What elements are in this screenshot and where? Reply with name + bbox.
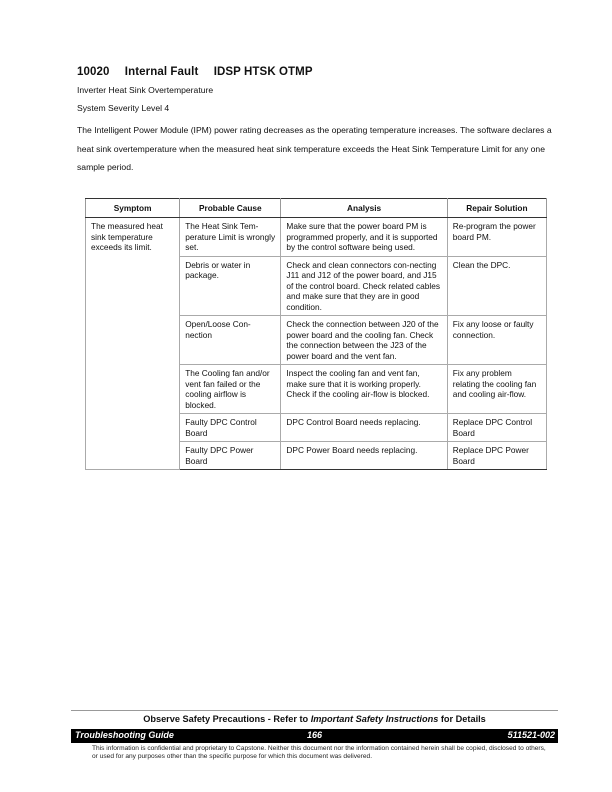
cause-cell: The Heat Sink Tem-perature Limit is wrongly set. xyxy=(180,218,281,257)
footer-bar xyxy=(71,729,558,743)
fault-name: Internal Fault xyxy=(124,66,199,78)
header-analysis: Analysis xyxy=(281,199,447,218)
page-number: 166 xyxy=(306,730,323,740)
safety-suffix: for Details xyxy=(438,714,486,724)
analysis-cell: Inspect the cooling fan and vent fan, make sure that it is working properly. Check if the cooling air-flow is blocked. xyxy=(281,365,447,414)
header-probable-cause: Probable Cause xyxy=(180,199,281,218)
fault-code: 10020 xyxy=(77,66,110,78)
header-symptom: Symptom xyxy=(86,199,180,218)
troubleshooting-table xyxy=(85,198,547,470)
safety-prefix: Observe Safety Precautions - Refer to xyxy=(143,714,311,724)
cause-cell: The Cooling fan and/or vent fan failed or the cooling airflow is blocked. xyxy=(180,365,281,414)
cause-cell: Open/Loose Con-nection xyxy=(180,316,281,365)
analysis-cell: DPC Power Board needs replacing. xyxy=(281,442,447,470)
analysis-cell: Check and clean connectors con-necting J11 and J12 of the power board, and J15 of the control board. Check related cables and make sure that they are in good condition. xyxy=(281,256,447,316)
solution-cell: Re-program the power board PM. xyxy=(447,218,546,257)
fault-mnemonic: IDSP HTSK OTMP xyxy=(213,66,313,78)
safety-notice xyxy=(71,714,558,724)
solution-cell: Clean the DPC. xyxy=(447,256,546,316)
solution-cell: Replace DPC Control Board xyxy=(447,414,546,442)
fault-description: The Intelligent Power Module (IPM) power rating decreases as the operating temperature increases. The software declares a heat sink overtemperature when the measured heat sink temperature exceeds the Heat Sink Temperature Limit for any one sample period. xyxy=(77,125,552,172)
solution-cell: Fix any loose or faulty connection. xyxy=(447,316,546,365)
safety-reference: Important Safety Instructions xyxy=(310,714,439,724)
symptom-cell: The measured heat sink temperature exceeds its limit. xyxy=(86,218,180,470)
severity-level: System Severity Level 4 xyxy=(77,103,170,113)
analysis-cell: Make sure that the power board PM is programmed properly, and it is supported by the control software being used. xyxy=(281,218,447,257)
document-number: 511521-002 xyxy=(507,730,555,740)
cause-cell: Faulty DPC Control Board xyxy=(180,414,281,442)
table-header-row xyxy=(86,199,547,218)
fault-subtitle: Inverter Heat Sink Overtemperature xyxy=(77,85,214,95)
solution-cell: Replace DPC Power Board xyxy=(447,442,546,470)
cause-cell: Faulty DPC Power Board xyxy=(180,442,281,470)
analysis-cell: DPC Control Board needs replacing. xyxy=(281,414,447,442)
section-heading xyxy=(77,66,325,78)
cause-cell: Debris or water in package. xyxy=(180,256,281,316)
analysis-cell: Check the connection between J20 of the power board and the cooling fan. Check the connection between the J23 of the power board and the vent fan. xyxy=(281,316,447,365)
guide-title: Troubleshooting Guide xyxy=(75,730,174,740)
solution-cell: Fix any problem relating the cooling fan and cooling air-flow. xyxy=(447,365,546,414)
confidentiality-notice: This information is confidential and proprietary to Capstone. Neither this document nor the information contained herein shall be copied, disclosed to others, or used for any purposes other than the specific purpose for which this document was delivered. xyxy=(92,745,546,760)
footer-divider xyxy=(71,710,558,711)
table-row xyxy=(86,218,547,257)
header-repair-solution: Repair Solution xyxy=(447,199,546,218)
